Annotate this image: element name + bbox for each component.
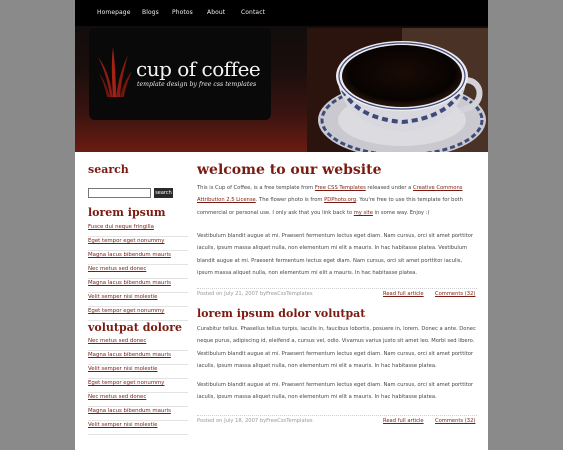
nav-about[interactable]: About	[207, 9, 226, 16]
comments-link[interactable]: Comments (32)	[435, 418, 476, 424]
site-subtitle: template design by free css templates	[137, 81, 257, 88]
post-paragraph: Vestibulum blandit augue at mi. Praesent fermentum lectus eget diam. Nam cursus, orci sit amet porttitor iaculis, ipsum massa aliquet nulla, non elementum mi elit a mauris. In hac habitasse platea. Vestibulum blandit augue at mi. Praesent fermentum lectus eget diam. Nam cursus, orci sit amet porttitor iaculis, ipsum massa aliquet nulla, non elementum mi elit a mauris. In hac habitasse platea.	[197, 233, 474, 276]
logo-box	[89, 28, 271, 120]
text-span: in some way. Enjoy :)	[372, 209, 430, 216]
sidebar-link[interactable]: Eget tempor eget nonummy	[88, 237, 188, 251]
nav-homepage[interactable]: Homepage	[97, 9, 131, 16]
sidebar-link[interactable]: Eget tempor eget nonummy	[88, 307, 188, 321]
sidebar-link[interactable]: Eget tempor eget nonummy	[88, 379, 188, 393]
link-pdphoto[interactable]: PDPhoto.org	[324, 197, 357, 204]
sidebar-link[interactable]: Nec metus sed donec	[88, 265, 188, 279]
text-span: . The flower photo is from	[255, 197, 325, 204]
sidebar-link[interactable]: Nec metus sed donec	[88, 393, 188, 407]
sidebar-link[interactable]: Magna lacus bibendum mauris	[88, 351, 188, 365]
sidebar-link[interactable]: Fusce dui neque fringilla	[88, 223, 188, 237]
nav-blogs[interactable]: Blogs	[142, 9, 159, 16]
link-free-css-templates[interactable]: Free CSS Templates	[314, 185, 366, 191]
post-paragraph: Curabitur tellus. Phasellus tellus turpis, iaculis in, faucibus lobortis, posuere in, lorem. Donec a ante. Donec neque purus, adipiscing id, eleifend a, cursus vel, odio. Vivamus varius justo sit amet leo. Morbi sed libero. Vestibulum blandit augue at mi. Praesent fermentum lectus eget diam. Nam cursus, orci sit amet porttitor iaculis, ipsum massa aliquet nulla, non elementum mi elit a mauris. In hac habitasse platea.	[197, 326, 476, 369]
sidebar-heading-volutpat-dolore: volutpat dolore	[88, 321, 183, 334]
search-input[interactable]	[88, 188, 151, 198]
nav-contact[interactable]: Contact	[241, 9, 266, 16]
sidebar-links-1	[88, 223, 188, 321]
post-date: Posted on July 21, 2007 byFreeCssTemplates	[197, 291, 313, 297]
link-my-site[interactable]: my site	[353, 209, 373, 216]
read-full-article-link[interactable]: Read full article	[383, 418, 424, 424]
sidebar-links-2	[88, 337, 188, 435]
top-nav	[75, 0, 488, 26]
post-paragraph: Vestibulum blandit augue at mi. Praesent fermentum lectus eget diam. Nam cursus, orci sit amet porttitor iaculis, ipsum massa aliquet nulla, non elementum mi elit a mauris. In hac habitasse platea.	[197, 382, 474, 401]
text-span: . You're free to use this template for both commercial or personal use. I only ask that you link back to	[197, 197, 463, 216]
post-intro-text	[197, 182, 477, 219]
sidebar-link[interactable]: Velit semper nisi molestie	[88, 421, 188, 435]
link-creative-commons[interactable]: Creative Commons Attribution 2.5 License	[197, 185, 463, 204]
page	[75, 0, 488, 450]
text-span: released under a	[365, 185, 413, 191]
search-button[interactable]: search	[155, 190, 172, 196]
sidebar-link[interactable]: Magna lacus bibendum mauris	[88, 407, 188, 421]
post-title-welcome: welcome to our website	[197, 162, 382, 178]
coffee-cup-image	[307, 28, 488, 152]
site-title: cup of coffee	[136, 57, 261, 81]
read-full-article-link[interactable]: Read full article	[383, 291, 424, 297]
sidebar-link[interactable]: Velit semper nisi molestie	[88, 293, 188, 307]
sidebar-link[interactable]: Magna lacus bibendum mauris	[88, 279, 188, 293]
header	[75, 0, 488, 152]
grass-logo-icon	[98, 47, 132, 97]
post-meta	[197, 415, 477, 426]
nav-photos[interactable]: Photos	[172, 9, 193, 16]
post-meta	[197, 288, 477, 299]
search-heading: search	[88, 163, 129, 176]
text-span: This is Cup of Coffee, is a free template from	[197, 185, 315, 191]
sidebar-link[interactable]: Nec metus sed donec	[88, 337, 188, 351]
comments-link[interactable]: Comments (32)	[435, 291, 476, 297]
post-title-lorem: lorem ipsum dolor volutpat	[197, 307, 366, 320]
sidebar-heading-lorem-ipsum: lorem ipsum	[88, 206, 166, 219]
post-date: Posted on July 18, 2007 byFreeCssTemplates	[197, 418, 313, 424]
sidebar-link[interactable]: Magna lacus bibendum mauris	[88, 251, 188, 265]
sidebar-link[interactable]: Velit semper nisi molestie	[88, 365, 188, 379]
